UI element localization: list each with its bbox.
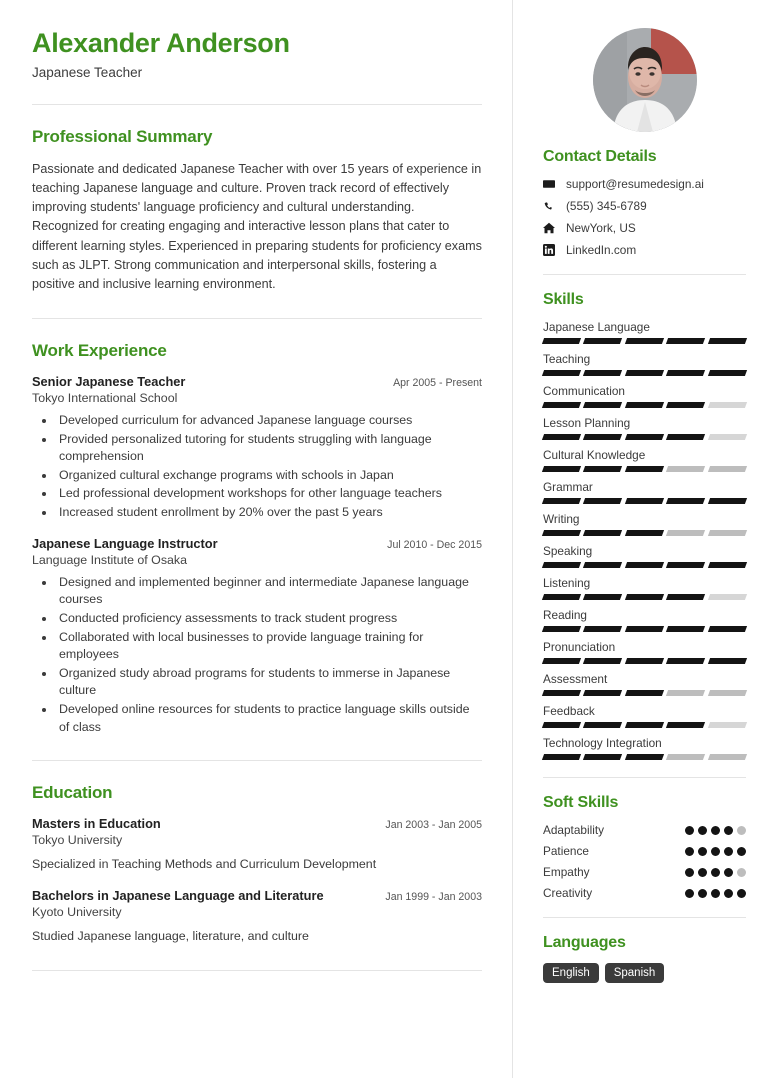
divider <box>32 104 482 105</box>
skills-list <box>543 320 746 760</box>
rating-dot-filled <box>724 868 733 877</box>
skill-segment-filled <box>542 466 582 472</box>
skill-row <box>543 608 746 632</box>
section-title-education: Education <box>32 783 113 803</box>
contact-location-text: NewYork, US <box>566 221 636 235</box>
skill-segment-filled <box>583 754 623 760</box>
skill-segment-filled <box>542 594 582 600</box>
skill-level-bars <box>543 434 746 440</box>
skill-segment-filled <box>583 466 623 472</box>
education-entry-school: Kyoto University <box>32 905 122 920</box>
skill-name: Teaching <box>543 352 591 366</box>
skill-segment-filled <box>542 434 582 440</box>
rating-dot-filled <box>685 847 694 856</box>
list-item: • Organized study abroad programs for students to immerse in Japanese culture <box>56 665 482 700</box>
work-entry-header <box>32 536 482 551</box>
skill-row <box>543 320 746 344</box>
skill-segment-filled <box>666 370 706 376</box>
skill-level-bars <box>543 338 746 344</box>
skill-segment-empty <box>708 530 748 536</box>
skill-row <box>543 352 746 376</box>
skill-level-bars <box>543 658 746 664</box>
rating-dot-filled <box>685 889 694 898</box>
work-entry <box>32 536 482 736</box>
soft-skill-row <box>543 823 746 837</box>
skill-segment-filled <box>625 402 665 408</box>
rating-dot-filled <box>698 826 707 835</box>
soft-skills-list <box>543 823 746 900</box>
rating-dot-filled <box>737 847 746 856</box>
skill-segment-empty <box>666 754 706 760</box>
skill-segment-filled <box>666 434 706 440</box>
skill-row <box>543 672 746 696</box>
contact-linkedin-text: LinkedIn.com <box>566 243 637 257</box>
divider <box>543 917 746 918</box>
candidate-name: Alexander Anderson <box>32 28 290 58</box>
section-contact-details <box>543 148 746 257</box>
skill-level-bars <box>543 370 746 376</box>
skill-segment-filled <box>542 402 582 408</box>
rating-dot-empty <box>737 868 746 877</box>
rating-dot-filled <box>724 826 733 835</box>
contact-item-location <box>543 221 746 235</box>
skill-segment-filled <box>625 658 665 664</box>
list-item: • Organized cultural exchange programs with schools in Japan <box>56 467 482 485</box>
skill-level-bars <box>543 722 746 728</box>
skill-name: Feedback <box>543 704 595 718</box>
envelope-icon <box>543 178 561 190</box>
rating-dot-filled <box>685 826 694 835</box>
skill-segment-filled <box>666 338 706 344</box>
skill-segment-filled <box>625 754 665 760</box>
skill-segment-filled <box>583 370 623 376</box>
skill-row <box>543 544 746 568</box>
avatar-container <box>543 28 746 132</box>
rating-dot-filled <box>724 847 733 856</box>
skill-level-bars <box>543 530 746 536</box>
rating-dot-filled <box>698 847 707 856</box>
section-languages <box>543 934 746 983</box>
skill-name: Lesson Planning <box>543 416 631 430</box>
skill-segment-filled <box>542 722 582 728</box>
list-item: • Provided personalized tutoring for students struggling with language comprehension <box>56 431 482 466</box>
contact-phone-text: (555) 345-6789 <box>566 199 647 213</box>
skill-level-bars <box>543 498 746 504</box>
skill-segment-filled <box>583 434 623 440</box>
skill-segment-filled <box>583 530 623 536</box>
list-item: • Conducted proficiency assessments to track student progress <box>56 610 482 628</box>
language-chip: English <box>543 963 599 983</box>
contact-email-text: support@resumedesign.ai <box>566 177 704 191</box>
skill-segment-filled <box>708 658 748 664</box>
skill-row <box>543 512 746 536</box>
section-education <box>32 783 482 946</box>
skill-name: Communication <box>543 384 625 398</box>
rating-dot-empty <box>737 826 746 835</box>
skill-segment-empty <box>708 690 748 696</box>
work-entry-organization: Tokyo International School <box>32 391 178 406</box>
skill-row <box>543 384 746 408</box>
skill-segment-filled <box>708 498 748 504</box>
skill-level-bars <box>543 690 746 696</box>
contact-item-linkedin[interactable] <box>543 243 746 257</box>
skill-level-bars <box>543 594 746 600</box>
work-entry <box>32 374 482 522</box>
skill-segment-filled <box>542 754 582 760</box>
divider <box>543 777 746 778</box>
section-skills <box>543 291 746 760</box>
skill-segment-empty <box>666 530 706 536</box>
work-entry-bullets <box>32 412 482 522</box>
section-title-professional-summary: Professional Summary <box>32 127 213 147</box>
skill-name: Speaking <box>543 544 593 558</box>
skill-segment-filled <box>583 402 623 408</box>
list-item: • Designed and implemented beginner and intermediate Japanese language courses <box>56 574 482 609</box>
skill-level-bars <box>543 754 746 760</box>
skill-segment-filled <box>708 626 748 632</box>
section-title-work-experience: Work Experience <box>32 341 167 361</box>
list-item: • Led professional development workshops for other language teachers <box>56 485 482 503</box>
list-item: • Collaborated with local businesses to provide language training for employees <box>56 629 482 664</box>
candidate-job-title: Japanese Teacher <box>32 65 143 81</box>
rating-dot-filled <box>711 868 720 877</box>
divider <box>32 318 482 319</box>
skill-segment-empty <box>708 402 748 408</box>
education-entry <box>32 888 482 946</box>
section-title-skills: Skills <box>543 291 584 308</box>
soft-skill-rating-dots <box>685 826 746 835</box>
section-title-soft-skills: Soft Skills <box>543 794 619 811</box>
work-entry-date: Jul 2010 - Dec 2015 <box>387 538 482 551</box>
skill-segment-filled <box>625 562 665 568</box>
skill-segment-filled <box>666 594 706 600</box>
skill-segment-filled <box>583 722 623 728</box>
rating-dot-filled <box>737 889 746 898</box>
skill-segment-filled <box>625 530 665 536</box>
education-entry-header <box>32 816 482 831</box>
rating-dot-filled <box>724 889 733 898</box>
skill-segment-filled <box>542 626 582 632</box>
skill-name: Grammar <box>543 480 593 494</box>
resume-sidebar <box>513 0 768 1078</box>
rating-dot-filled <box>698 868 707 877</box>
rating-dot-filled <box>698 889 707 898</box>
skill-segment-filled <box>542 530 582 536</box>
header-block <box>32 28 482 80</box>
skill-segment-empty <box>708 434 748 440</box>
skill-segment-filled <box>708 562 748 568</box>
work-entry-organization: Language Institute of Osaka <box>32 552 187 567</box>
skill-segment-filled <box>625 690 665 696</box>
work-entry-role: Japanese Language Instructor <box>32 535 218 551</box>
soft-skill-row <box>543 886 746 900</box>
skill-segment-filled <box>666 658 706 664</box>
skill-segment-filled <box>666 498 706 504</box>
avatar <box>593 28 697 132</box>
soft-skill-rating-dots <box>685 847 746 856</box>
skill-segment-filled <box>542 498 582 504</box>
education-entry-header <box>32 888 482 903</box>
skill-row <box>543 704 746 728</box>
soft-skill-row <box>543 865 746 879</box>
skill-segment-filled <box>583 562 623 568</box>
education-entry-date: Jan 2003 - Jan 2005 <box>385 819 482 832</box>
education-entry-degree: Bachelors in Japanese Language and Literature <box>32 888 324 904</box>
skill-segment-filled <box>708 338 748 344</box>
skill-segment-filled <box>625 338 665 344</box>
work-entry-date: Apr 2005 - Present <box>393 377 482 390</box>
contact-item-email[interactable] <box>543 177 746 191</box>
work-entry-role: Senior Japanese Teacher <box>32 374 186 390</box>
skill-level-bars <box>543 562 746 568</box>
professional-summary-text: Passionate and dedicated Japanese Teacher with over 15 years of experience in teaching Japanese language and culture. Proven track record of effectively improving students' language proficiency and cultural understanding. Recognized for creating engaging and interactive lesson plans that cater to different learning styles. Experienced in preparing students for proficiency exams such as JLPT. Strong communication and interpersonal skills, fostering a positive and inclusive learning environment. <box>32 162 482 291</box>
skill-segment-filled <box>666 562 706 568</box>
skill-row <box>543 480 746 504</box>
skill-segment-filled <box>625 498 665 504</box>
contact-item-phone[interactable] <box>543 199 746 213</box>
skill-segment-filled <box>583 626 623 632</box>
soft-skill-name: Creativity <box>543 886 593 900</box>
skill-segment-filled <box>666 722 706 728</box>
skill-segment-filled <box>583 594 623 600</box>
skill-segment-filled <box>542 658 582 664</box>
languages-list <box>543 963 746 983</box>
rating-dot-filled <box>711 889 720 898</box>
list-item: • Increased student enrollment by 20% over the past 5 years <box>56 504 482 522</box>
section-professional-summary <box>32 127 482 294</box>
soft-skill-name: Adaptability <box>543 823 604 837</box>
soft-skill-row <box>543 844 746 858</box>
skill-segment-filled <box>666 402 706 408</box>
skill-name: Reading <box>543 608 587 622</box>
skill-row <box>543 416 746 440</box>
rating-dot-filled <box>711 847 720 856</box>
soft-skill-rating-dots <box>685 889 746 898</box>
skill-segment-filled <box>583 338 623 344</box>
divider <box>32 970 482 971</box>
phone-icon <box>543 200 561 212</box>
skill-row <box>543 448 746 472</box>
skill-name: Pronunciation <box>543 640 616 654</box>
skill-level-bars <box>543 466 746 472</box>
skill-segment-empty <box>708 722 748 728</box>
section-title-contact-details: Contact Details <box>543 148 657 165</box>
education-entry-description: Studied Japanese language, literature, and culture <box>32 929 309 944</box>
skill-segment-filled <box>625 594 665 600</box>
skill-segment-filled <box>625 370 665 376</box>
skill-segment-filled <box>583 658 623 664</box>
skill-segment-empty <box>708 466 748 472</box>
skill-segment-empty <box>666 466 706 472</box>
education-entry-description: Specialized in Teaching Methods and Curriculum Development <box>32 857 377 872</box>
skill-segment-filled <box>542 690 582 696</box>
skill-level-bars <box>543 402 746 408</box>
education-entry <box>32 816 482 874</box>
section-soft-skills <box>543 794 746 900</box>
skill-segment-filled <box>708 370 748 376</box>
skill-segment-filled <box>542 562 582 568</box>
skill-row <box>543 576 746 600</box>
home-icon <box>543 222 561 234</box>
education-entry-degree: Masters in Education <box>32 816 161 832</box>
education-entry-school: Tokyo University <box>32 833 123 848</box>
divider <box>32 760 482 761</box>
skill-segment-filled <box>625 466 665 472</box>
language-chip: Spanish <box>605 963 665 983</box>
skill-row <box>543 736 746 760</box>
skill-segment-filled <box>542 370 582 376</box>
skill-name: Writing <box>543 512 580 526</box>
section-title-languages: Languages <box>543 934 626 951</box>
skill-name: Cultural Knowledge <box>543 448 646 462</box>
skill-segment-empty <box>666 690 706 696</box>
work-entry-header <box>32 374 482 389</box>
rating-dot-filled <box>711 826 720 835</box>
skill-segment-empty <box>708 754 748 760</box>
skill-name: Assessment <box>543 672 608 686</box>
list-item: • Developed online resources for students to practice language skills outside of class <box>56 701 482 736</box>
soft-skill-rating-dots <box>685 868 746 877</box>
divider <box>543 274 746 275</box>
work-entry-bullets <box>32 574 482 736</box>
skill-name: Technology Integration <box>543 736 662 750</box>
skill-row <box>543 640 746 664</box>
soft-skill-name: Empathy <box>543 865 590 879</box>
skill-segment-filled <box>666 626 706 632</box>
skill-segment-filled <box>625 626 665 632</box>
soft-skill-name: Patience <box>543 844 589 858</box>
skill-name: Listening <box>543 576 591 590</box>
section-work-experience <box>32 341 482 736</box>
rating-dot-filled <box>685 868 694 877</box>
linkedin-icon <box>543 244 561 256</box>
education-entry-date: Jan 1999 - Jan 2003 <box>385 891 482 904</box>
skill-segment-filled <box>583 690 623 696</box>
skill-level-bars <box>543 626 746 632</box>
skill-name: Japanese Language <box>543 320 650 334</box>
list-item: • Developed curriculum for advanced Japanese language courses <box>56 412 482 430</box>
skill-segment-filled <box>583 498 623 504</box>
skill-segment-empty <box>708 594 748 600</box>
skill-segment-filled <box>625 722 665 728</box>
skill-segment-filled <box>625 434 665 440</box>
skill-segment-filled <box>542 338 582 344</box>
